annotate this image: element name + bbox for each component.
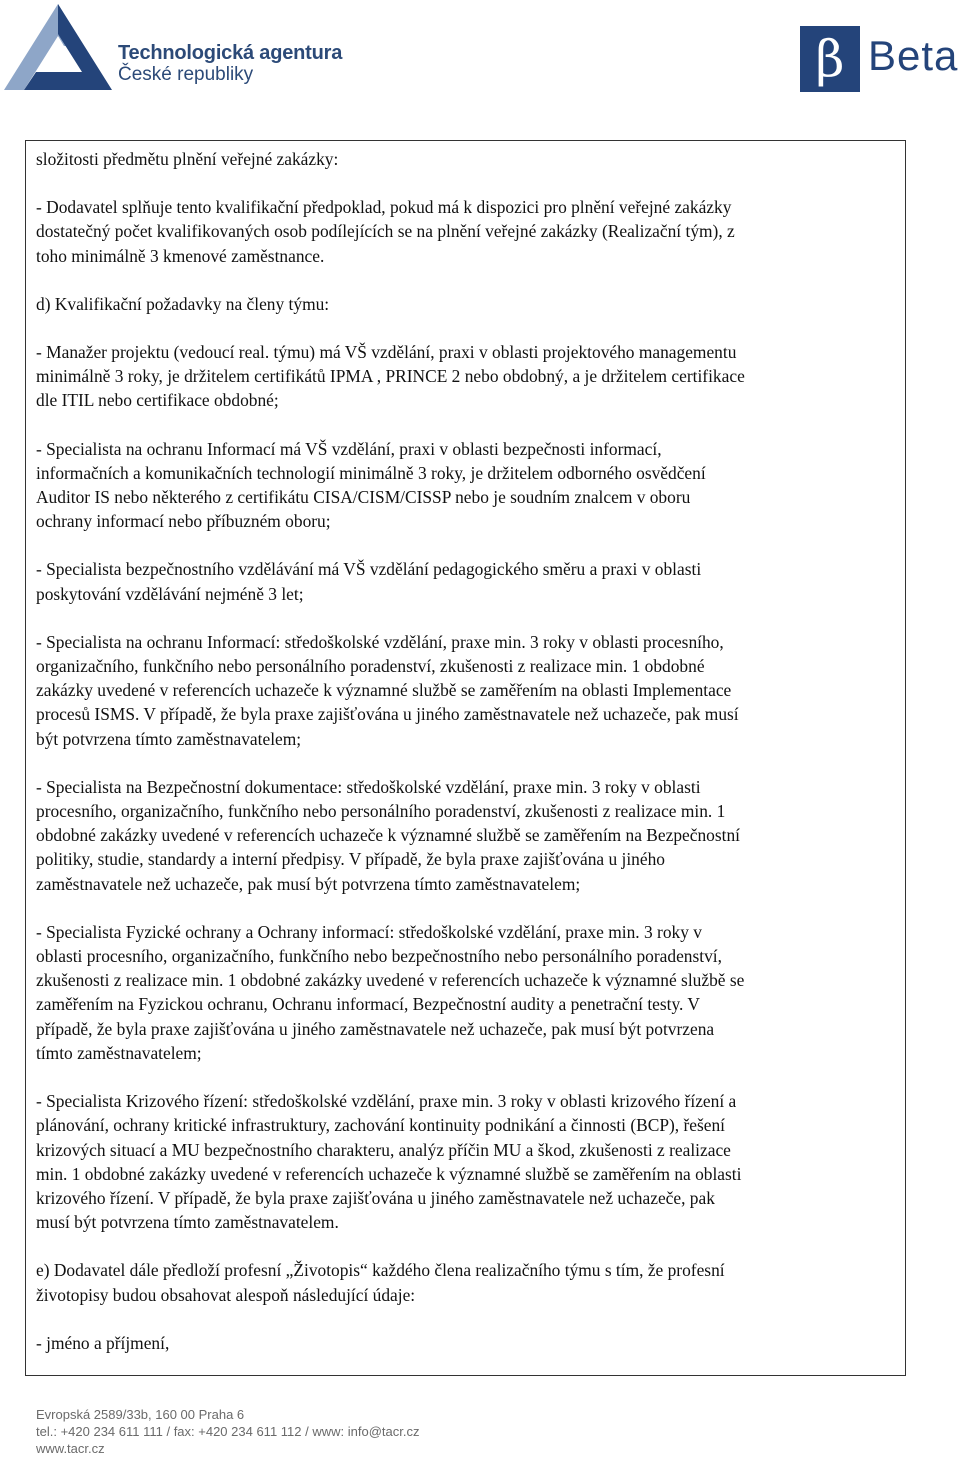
org-name-line1: Technologická agentura [118, 42, 343, 64]
footer-web: www.tacr.cz [36, 1441, 105, 1456]
page-header [0, 0, 960, 100]
paragraph-jmeno: - jméno a příjmení, [36, 1332, 170, 1353]
paragraph-heading-d: d) Kvalifikační požadavky na členy týmu: [36, 293, 330, 314]
org-name [118, 42, 342, 86]
paragraph-specialista-ochrana-ss: - Specialista na ochranu Informací: středoškolské vzdělání, praxe min. 3 roky v oblasti procesního, organizačního, funkčního nebo personálního poradenství, zkušenosti z realizace min. 1 obdobné zakázky uvedené v referencích uchazeče k významné službě se zaměřením na oblasti Implementace procesů ISMS. V případě, že byla praxe zajišťována u jiného zaměstnavatele než uchazeče, pak musí být potvrzena tímto zaměstnavatelem; [36, 631, 739, 749]
org-name-line2: České republiky [118, 64, 254, 85]
paragraph-specialista-ochrana-vs: - Specialista na ochranu Informací má VŠ vzdělání, praxi v oblasti bezpečnosti informací, informačních a komunikačních technologií minimálně 3 roky, je držitelem odborného osvědčení Auditor IS nebo některého z certifikátu CISA/CISM/CISSP nebo je soudním znalcem v oboru ochrany informací nebo příbuzném oboru; [36, 438, 706, 532]
paragraph-specialista-krizove: - Specialista Krizového řízení: středoškolské vzdělání, praxe min. 3 roky v oblasti krizového řízení a plánování, ochrany kritické infrastruktury, zachování kontinuity podnikání a činnosti (BCP), řešení krizových situací a MU bezpečnostního charakteru, analýz příčin MU a škod, zkušenosti z realizace min. 1 obdobné zakázky uvedené v referencích uchazeče k významné službě se zaměřením na oblasti krizového řízení. V případě, že byla praxe zajišťována u jiného zaměstnavatele než uchazeče, pak musí být potvrzena tímto zaměstnavatelem. [36, 1091, 742, 1233]
paragraph-specialista-dokumentace: - Specialista na Bezpečnostní dokumentace: středoškolské vzdělání, praxe min. 3 roky v oblasti procesního, organizačního, funkčního nebo personálního poradenství, zkušenosti z realizace min. 1 obdobné zakázky uvedené v referencích uchazeče k významné službě se zaměřením na Bezpečnostní politiky, studie, standardy a interní předpisy. V případě, že byla praxe zajišťována u jiného zaměstnavatele než uchazeče, pak musí být potvrzena tímto zaměstnavatelem; [36, 776, 740, 894]
triangle-a-logo-icon [2, 2, 114, 92]
paragraph-heading-e: e) Dodavatel dále předloží profesní „Životopis“ každého člena realizačního týmu s tím, že profesní životopisy budou obsahovat alespoň následující údaje: [36, 1260, 725, 1305]
page-footer [36, 1406, 419, 1457]
paragraph-specialista-vzdelavani: - Specialista bezpečnostního vzdělávání má VŠ vzdělání pedagogického směru a praxi v oblasti poskytování vzdělávání nejméně 3 let; [36, 559, 702, 604]
paragraph-specialista-fyzicka: - Specialista Fyzické ochrany a Ochrany informací: středoškolské vzdělání, praxe min. 3 roky v oblasti procesního, organizačního, funkčního nebo bezpečnostního nebo personálního poradenství, zkušenosti z realizace min. 1 obdobné zakázky uvedené v referencích uchazeče k významné službě se zaměřením na Fyzickou ochranu, Ochranu informací, Bezpečnostní audity a penetrační testy. V případě, že byla praxe zajišťována u jiného zaměstnavatele než uchazeče, pak musí být potvrzena tímto zaměstnavatelem; [36, 921, 745, 1063]
footer-contact: tel.: +420 234 611 111 / fax: +420 234 611 112 / www: info@tacr.cz [36, 1424, 420, 1439]
content-box [25, 140, 906, 1376]
paragraph-realizacni-tym: - Dodavatel splňuje tento kvalifikační předpoklad, pokud má k dispozici pro plnění veřejné zakázky dostatečný počet kvalifikovaných osob podílejících se na plnění veřejné zakázky (Realizační tým), z toho minimálně 3 kmenové zaměstnance. [36, 197, 735, 266]
beta-glyph-icon: β [815, 30, 845, 88]
paragraph-intro: složitosti předmětu plnění veřejné zakázky: [36, 149, 339, 169]
beta-logo [800, 26, 959, 92]
paragraph-manazer: - Manažer projektu (vedoucí real. týmu) má VŠ vzdělání, praxi v oblasti projektového managementu minimálně 3 roky, je držitelem certifikátů IPMA , PRINCE 2 nebo obdobný, a je držitelem certifikace dle ITIL nebo certifikace obdobné; [36, 342, 745, 411]
beta-word: Beta [868, 32, 959, 79]
footer-address: Evropská 2589/33b, 160 00 Praha 6 [36, 1407, 245, 1422]
